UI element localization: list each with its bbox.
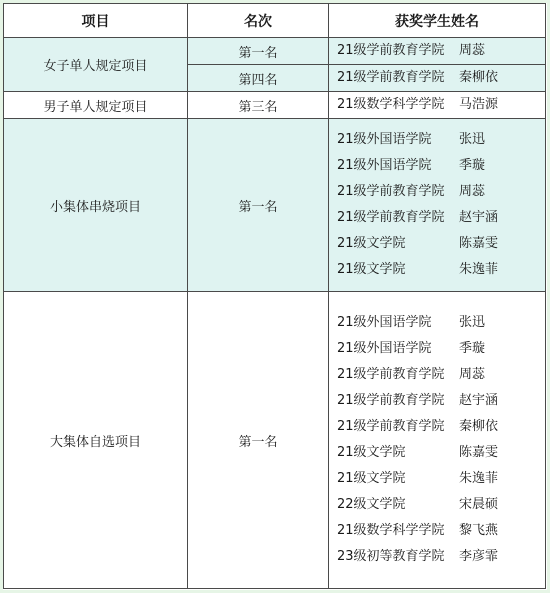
student-entry [337,414,545,440]
student-name: 马浩源 [459,97,499,112]
student-name: 宋晨硕 [459,497,499,512]
rank-cell: 第一名 [188,292,329,589]
header-row [4,4,546,38]
student-entry [337,388,545,414]
table-row [4,292,546,589]
student-entry [337,231,545,257]
student-school: 21级学前教育学院 [337,393,445,408]
student-name: 黎飞燕 [459,523,499,538]
student-school: 21级学前教育学院 [337,210,445,225]
project-cell: 小集体串烧项目 [4,119,188,292]
student-name: 秦柳依 [459,419,499,434]
student-school: 21级数学科学学院 [337,523,445,538]
rank-cell: 第四名 [188,65,329,92]
student-school: 21级学前教育学院 [337,43,445,58]
student-name: 周蕊 [459,367,486,382]
student-entry [337,92,545,118]
student-school: 21级外国语学院 [337,158,432,173]
students-cell [329,119,546,292]
student-entry [337,466,545,492]
student-school: 23级初等教育学院 [337,549,445,564]
student-list [329,127,545,283]
student-school: 21级文学院 [337,445,406,460]
student-name: 李彦霏 [459,549,499,564]
student-entry [337,544,545,570]
student-school: 21级外国语学院 [337,132,432,147]
student-entry [337,518,545,544]
rank-cell: 第一名 [188,119,329,292]
student-entry [337,38,545,64]
student-entry [337,492,545,518]
student-school: 21级学前教育学院 [337,367,445,382]
student-entry [337,179,545,205]
header-students: 获奖学生姓名 [329,4,546,38]
student-school: 21级学前教育学院 [337,184,445,199]
student-entry [337,257,545,283]
header-rank: 名次 [188,4,329,38]
student-name: 朱逸菲 [459,262,499,277]
student-school: 22级文学院 [337,497,406,512]
student-school: 21级外国语学院 [337,315,432,330]
student-list [329,310,545,570]
students-cell [329,65,546,92]
student-name: 秦柳依 [459,70,499,85]
student-school: 21级数学科学学院 [337,97,445,112]
rank-cell: 第三名 [188,92,329,119]
student-school: 21级学前教育学院 [337,419,445,434]
student-name: 周蕊 [459,184,486,199]
student-name: 张迅 [459,132,486,147]
student-name: 赵宇涵 [459,210,499,225]
table-row [4,119,546,292]
student-entry [337,336,545,362]
student-name: 赵宇涵 [459,393,499,408]
students-cell [329,292,546,589]
student-school: 21级文学院 [337,236,406,251]
student-entry [337,205,545,231]
student-entry [337,65,545,91]
student-school: 21级文学院 [337,262,406,277]
student-name: 陈嘉雯 [459,445,499,460]
student-entry [337,153,545,179]
student-entry [337,310,545,336]
student-school: 21级外国语学院 [337,341,432,356]
student-entry [337,362,545,388]
student-school: 21级文学院 [337,471,406,486]
student-name: 周蕊 [459,43,486,58]
table-row [4,38,546,65]
student-school: 21级学前教育学院 [337,70,445,85]
student-name: 朱逸菲 [459,471,499,486]
student-name: 张迅 [459,315,486,330]
project-cell: 男子单人规定项目 [4,92,188,119]
student-entry [337,440,545,466]
project-cell: 女子单人规定项目 [4,38,188,92]
students-cell [329,38,546,65]
student-name: 季璇 [459,158,486,173]
header-project: 项目 [4,4,188,38]
student-name: 陈嘉雯 [459,236,499,251]
rank-cell: 第一名 [188,38,329,65]
project-cell: 大集体自选项目 [4,292,188,589]
student-entry [337,127,545,153]
awards-table [3,3,546,589]
table-row [4,92,546,119]
student-name: 季璇 [459,341,486,356]
students-cell [329,92,546,119]
